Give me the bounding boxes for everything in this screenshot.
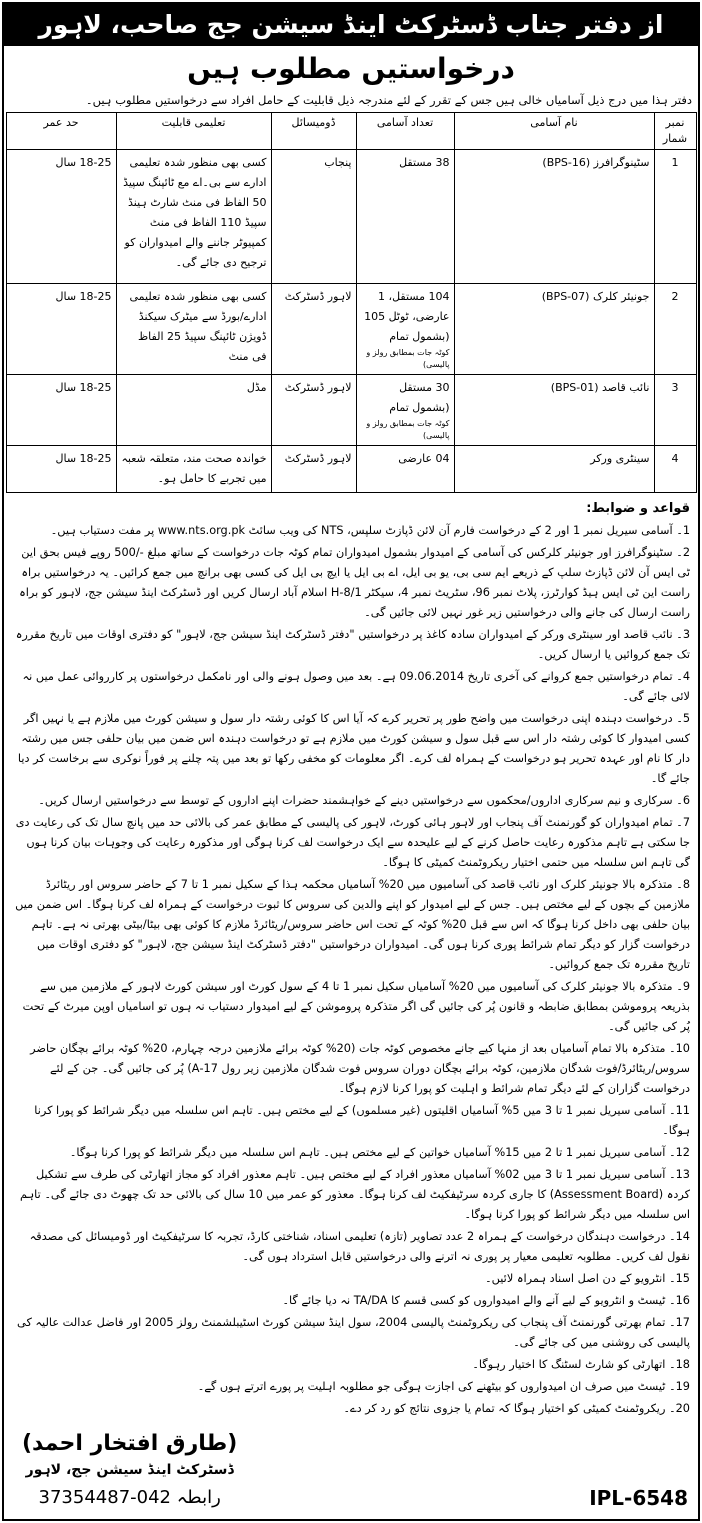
signatory-title: ڈسٹرکٹ اینڈ سیشن جج، لاہور — [25, 1462, 234, 1478]
header-domicile: ڈومیسائل — [271, 113, 356, 150]
cell-age: 18-25 سال — [6, 150, 116, 284]
table-row — [6, 150, 696, 284]
count-text: 38 مستقل — [399, 156, 450, 169]
rule-item: 17۔ تمام بھرتی گورنمنٹ آف پنجاب کی ریکروٹمنٹ پالیسی 2004، سول اینڈ سیشن کورٹ اسٹیبلشمنٹ رولز 2005 اور فاضل عدالت عالیہ کی پالیسی کی روشنی میں کی جائے گی۔ — [17, 1316, 690, 1349]
cell-count — [356, 150, 454, 284]
table-row — [6, 446, 696, 493]
cell-sr: 4 — [654, 446, 696, 493]
rule-item: 19۔ ٹیسٹ میں صرف ان امیدواروں کو بیٹھنے کی اجازت ہوگی جو مطلوبہ اہلیت پر پورے اترتے ہوں گے۔ — [197, 1380, 690, 1393]
cell-count — [356, 375, 454, 446]
header-sr: نمبر شمار — [654, 113, 696, 150]
rule-item: 9۔ متذکرہ بالا جونیئر کلرک کی آسامیوں میں 20% آسامیاں سکیل نمبر 1 تا 4 کے سول کورٹ اور سیشن کورٹ لاہور کے ملازمین میں سے بذریعہ پروموشن بمطابق ضابطہ و قانون پُر کی جائیں گی اگر متذکرہ پروموشن کے لیے امیدوار دستیاب نہ ہوں تو اسامیاں اوپن میرٹ کے تحت پُر کی جائیں گی۔ — [22, 980, 690, 1033]
table-header-row — [6, 113, 696, 150]
rule-item: 7۔ تمام امیدواران کو گورنمنٹ آف پنجاب اور لاہور ہائی کورٹ، لاہور کی پالیسی کے مطابق عمر کی بالائی حد میں پانچ سال تک کی رعایت دی جا سکتی ہے تاہم مذکورہ رعایت حاصل کرنے کے لیے علیحدہ سے ایک درخواست لف کرنا ہوگی اور مذکورہ رعایت کی وجوہات بیان کرنا ہوں گی تاہم اس سلسلہ میں حتمی اختیار ریکروٹمنٹ کمیٹی کا ہوگا۔ — [15, 816, 690, 869]
cell-qualification: خواندہ صحت مند، متعلقہ شعبہ میں تجربے کا حامل ہو۔ — [116, 446, 271, 493]
footer — [4, 1421, 698, 1511]
rule-item: 15۔ انٹرویو کے دن اصل اسناد ہمراہ لائیں۔ — [485, 1272, 690, 1285]
rules-heading: قواعد و ضوابط: — [586, 501, 690, 516]
header-count: تعداد آسامی — [356, 113, 454, 150]
ad-code: IPL-6548 — [589, 1486, 688, 1510]
contact-line — [22, 1485, 237, 1511]
rule-item: 3۔ نائب قاصد اور سینٹری ورکر کے امیدواران سادہ کاغذ پر درخواستیں "دفتر ڈسٹرکٹ اینڈ سیشن جج، لاہور" کو دفتری اوقات میں تاریخ مقررہ تک جمع کروائیں یا ارسال کریں۔ — [15, 628, 690, 661]
cell-name: نائب قاصد (BPS-01) — [454, 375, 654, 446]
ad-border — [2, 2, 700, 1521]
cell-name: جونیئر کلرک (BPS-07) — [454, 284, 654, 375]
rules-list — [4, 521, 698, 1419]
rule-item: 2۔ سٹینوگرافرز اور جونیئر کلرکس کی آسامی کے امیدوار بشمول امیدواران تمام کوٹہ جات درخواست کے ساتھ مبلغ -/500 روپے فیس بحق این ٹی ایس آن لائن ڈپازٹ سلپ کے ذریعے ایم سی بی، یو بی ایل، اے بی ایل یا ایچ بی ایل کی کسی بھی برانچ میں جمع کرائیں۔ یہ درخواستیں براہ راست این ٹی ایس ہیڈ کوارٹرز، پلاٹ نمبر 96، سٹریٹ نمبر 4، سیکٹر H-8/1 اسلام آباد ارسال کریں اور ڈسٹرکٹ اینڈ سیشن جج، لاہور کو براہ راست ارسال کی جانے والی درخواستیں زیر غور نہیں لائی جائیں گی۔ — [19, 546, 690, 619]
rule-item: 10۔ متذکرہ بالا تمام آسامیاں بعد از منہا کیے جانے مخصوص کوٹہ جات (20% کوٹہ برائے ملازمین درجہ چہارم، 20% کوٹہ برائے بچگان حاضر سروس/ریٹائرڈ/فوت شدگان ملازمین، کوٹہ برائے بچگان دوران سروس فوت شدگان ملازمین زیر رول 17-A) پُر کی جائیں گی۔ جن کے لئے درخواست گزاران کے لئے دیگر تمام شرائط و اہلیت کو پورا کرنا لازم ہوگا۔ — [30, 1042, 690, 1095]
signature-block — [22, 1429, 237, 1511]
cell-count — [356, 284, 454, 375]
rule-item: 16۔ ٹیسٹ و انٹرویو کے لیے آنے والے امیدواروں کو کسی قسم کا TA/DA نہ دیا جائے گا۔ — [282, 1294, 690, 1307]
table-row — [6, 284, 696, 375]
table-row — [6, 375, 696, 446]
count-text: 30 مستقل (بشمول تمام — [389, 381, 450, 414]
header-qualification: تعلیمی قابلیت — [116, 113, 271, 150]
count-note: کوٹہ جات بمطابق رولز و پالیسی) — [366, 348, 450, 369]
count-text: 104 مستقل، 1 عارضی، ٹوٹل 105 (بشمول تمام — [364, 290, 450, 343]
rule-item: 11۔ آسامی سیریل نمبر 1 تا 3 میں 5% آسامیاں اقلیتوں (غیر مسلموں) کے لیے مختص ہیں۔ تاہم اس سلسلہ میں دیگر شرائط کو پورا کرنا ہوگا۔ — [34, 1104, 690, 1137]
cell-qualification: کسی بھی منظور شدہ تعلیمی ادارے سے بی۔اے مع ٹائپنگ سپیڈ 50 الفاظ فی منٹ شارٹ ہینڈ سپیڈ 110 الفاظ فی منٹ کمپیوٹر جاننے والے امیدواران کو ترجیح دی جائے گی۔ — [116, 150, 271, 284]
vacancy-table — [6, 112, 697, 493]
cell-domicile: لاہور ڈسٹرکٹ — [271, 284, 356, 375]
contact-phone: 042-37354487 — [38, 1487, 172, 1508]
header-age: حد عمر — [6, 113, 116, 150]
rule-item: 8۔ متذکرہ بالا جونیئر کلرک اور نائب قاصد کی آسامیوں میں 20% آسامیاں محکمہ ہذا کے سکیل نمبر 1 تا 7 کے حاضر سروس اور ریٹائرڈ ملازمین کے بچوں کے لیے مختص ہیں۔ جس کے لیے امیدوار کو اپنے والدین کی سروس کا ثبوت درخواست کے ہمراہ لف کرنا ہوگا۔ اس ضمن میں بیان حلفی بھی داخل کرنا ہوگا کہ اس سے قبل 20% کوٹہ کے تحت اس حاضر سروس/ریٹائرڈ ملازم کا کوئی بھی بیٹا/بیٹی بھرتی نہ ہے۔ تاہم درخواست گزار کو دیگر تمام شرائط پوری کرنا ہوں گی۔ امیدواران درخواستیں "دفتر ڈسٹرکٹ اینڈ سیشن جج، لاہور" کو دفتری اوقات میں تاریخ مقررہ تک جمع کروائیں۔ — [15, 878, 690, 971]
count-text: 04 عارضی — [398, 452, 450, 465]
count-note: کوٹہ جات بمطابق رولز و پالیسی) — [366, 419, 450, 440]
rule-item: 20۔ ریکروٹمنٹ کمیٹی کو اختیار ہوگا کہ تمام یا جزوی نتائج کو رد کر دے۔ — [343, 1402, 690, 1415]
cell-sr: 1 — [654, 150, 696, 284]
cell-age: 18-25 سال — [6, 446, 116, 493]
rule-item: 1۔ آسامی سیریل نمبر 1 اور 2 کے درخواست فارم آن لائن ڈپازٹ سلپس، NTS کی ویب سائٹ www.nts.org.pk پر مفت دستیاب ہیں۔ — [50, 524, 690, 537]
contact-label: رابطہ — [176, 1487, 221, 1508]
intro-text: دفتر ہذا میں درج ذیل آسامیاں خالی ہیں جس کے تقرر کے لئے مندرجہ ذیل قابلیت کے حامل افراد سے درخواستیں مطلوب ہیں۔ — [85, 93, 692, 107]
cell-age: 18-25 سال — [6, 284, 116, 375]
cell-domicile: لاہور ڈسٹرکٹ — [271, 375, 356, 446]
rule-item: 12۔ آسامی سیریل نمبر 1 تا 2 میں 15% آسامیاں خواتین کے لیے مختص ہیں۔ تاہم اس سلسلہ میں دیگر شرائط کو پورا کرنا ہوگا۔ — [69, 1146, 690, 1159]
cell-sr: 2 — [654, 284, 696, 375]
cell-qualification: مڈل — [116, 375, 271, 446]
rule-item: 18۔ اتھارٹی کو شارٹ لسٹنگ کا اختیار رہوگا۔ — [472, 1358, 690, 1371]
cell-qualification: کسی بھی منظور شدہ تعلیمی ادارے/بورڈ سے میٹرک سیکنڈ ڈویژن ٹائپنگ سپیڈ 25 الفاظ فی منٹ — [116, 284, 271, 375]
rule-item: 13۔ آسامی سیریل نمبر 1 تا 3 میں 02% آسامیاں معذور افراد کے لیے مختص ہیں۔ تاہم معذور افراد کو مجاز اتھارٹی کی طرف سے تشکیل کردہ (Assessment Board) کا جاری کردہ سرٹیفکیٹ لف کرنا ہوگا۔ معذور کو عمر میں 10 سال کی بالائی حد تک چھوٹ دی جائے گی۔ تاہم اس سلسلہ میں دیگر شرائط کو پورا کرنا ہوگا۔ — [20, 1168, 690, 1221]
cell-domicile: لاہور ڈسٹرکٹ — [271, 446, 356, 493]
cell-sr: 3 — [654, 375, 696, 446]
headline: درخواستیں مطلوب ہیں — [187, 52, 515, 85]
cell-name: سینٹری ورکر — [454, 446, 654, 493]
office-title: از دفتر جناب ڈسٹرکٹ اینڈ سیشن جج صاحب، لاہور — [4, 4, 698, 46]
signatory-name: (طارق افتخار احمد) — [22, 1431, 238, 1456]
rule-item: 4۔ تمام درخواستیں جمع کروانے کی آخری تاریخ 09.06.2014 ہے۔ بعد میں وصول ہونے والی اور نامکمل درخواستوں پر کارروائی عمل میں نہ لائی جائے گی۔ — [22, 670, 690, 703]
cell-age: 18-25 سال — [6, 375, 116, 446]
header-name: نام آسامی — [454, 113, 654, 150]
rule-item: 5۔ درخواست دہندہ اپنی درخواست میں واضح طور پر تحریر کرے کہ آیا اس کا کوئی رشتہ دار سول و سیشن کورٹ میں ملازم ہے یا نہیں اگر کسی امیدوار کا کوئی رشتہ دار اس سے قبل سول و سیشن کورٹ میں ملازم ہے تو درخواست دہندہ اس ضمن میں بیان حلفی جس میں رشتہ دار کا نام اور عہدہ تحریر ہو درخواست کے ہمراہ لف کرے۔ اگر معلومات کو مخفی رکھا تو بعد میں پتہ چلنے پر فوراً نوکری سے برخاست کر دیا جائے گا۔ — [17, 712, 690, 785]
cell-name: سٹینوگرافرز (BPS-16) — [454, 150, 654, 284]
cell-domicile: پنجاب — [271, 150, 356, 284]
rule-item: 6۔ سرکاری و نیم سرکاری اداروں/محکموں سے درخواستیں دینے کے خواہشمند حضرات اپنے اداروں کے توسط سے درخواستیں ارسال کریں۔ — [38, 794, 690, 807]
cell-count — [356, 446, 454, 493]
rule-item: 14۔ درخواست دہندگان درخواست کے ہمراہ 2 عدد تصاویر (تازہ) تعلیمی اسناد، شناختی کارڈ، تجربہ کا سرٹیفکیٹ اور ڈومیسائل کی مصدقہ نقول لف کریں۔ مطلوبہ تعلیمی معیار پر پوری نہ اترنے والی درخواستیں قابل استرداد ہوں گی۔ — [29, 1230, 690, 1263]
